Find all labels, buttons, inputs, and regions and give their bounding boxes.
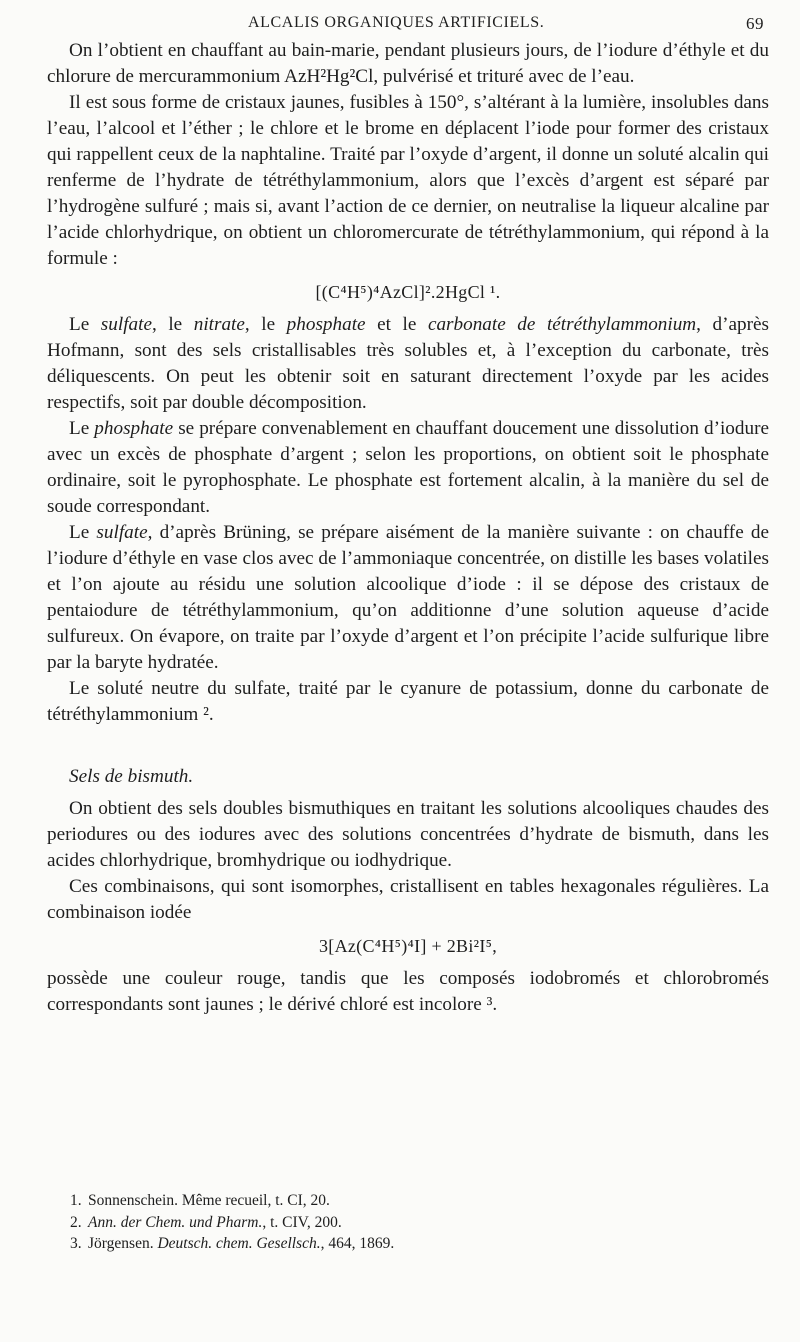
paragraph: possède une couleur rouge, tandis que les composés iodobromés et chlorobromés correspondants sont jaunes ; le dérivé chloré est incolore ³. [47,968,769,1015]
text-run: Le [69,314,101,335]
footnote-text: , 464, 1869. [320,1235,395,1252]
paragraph [47,520,769,676]
main-text [47,38,769,1018]
italic-term: phosphate [286,314,366,335]
running-head [0,10,800,36]
text-run: Le [69,522,97,543]
formula-chloromercurate: [(C⁴H⁵)⁴AzCl]².2HgCl ¹. [315,282,501,302]
formula-iodide-combination: 3[Az(C⁴H⁵)⁴I] + 2Bi²I⁵, [318,936,497,956]
italic-term: nitrate [193,314,245,335]
footnote-number: 2. [70,1213,82,1231]
text-run: se prépare convenablement en chauffant doucement une dissolution d’iodure avec un excès de phosphate d’argent ; selon les proportions, on obtient soit le phosphate ordinaire, soit le pyrophosphate. Le phosphate est fortement alcalin, à la manière du sel de soude correspondant. [47,418,769,517]
running-title: ALCALIS ORGANIQUES ARTIFICIELS. [248,14,545,31]
paragraph [47,416,769,520]
italic-term: sulfate [100,314,152,335]
section-title: Sels de bismuth. [69,766,194,787]
text-run: , le [244,314,287,335]
text-run: , d’après Brüning, se prépare aisément de la manière suivante : on chauffe de l’iodure d’éthyle en vase clos avec de l’ammoniaque concentrée, on distille les bases volatiles et l’on ajoute au résidu une solution alcoolique d’iode : il se dépose des cristaux de pentaiodure de tétréthylammonium, qu’on additionne d’une solution aqueuse d’acide sulfureux. On évapore, on traite par l’oxyde d’argent et l’on précipite l’acide sulfurique libre par la baryte hydratée. [47,522,769,673]
footnote-text: Sonnenschein. Même recueil, t. CI, 20. [88,1192,330,1209]
paragraph: On l’obtient en chauffant au bain-marie, pendant plusieurs jours, de l’iodure d’éthyle et du chlorure de mercurammonium AzH²Hg²Cl, pulvérisé et trituré avec de l’eau. [47,40,769,87]
footnote-number: 1. [70,1192,82,1209]
paragraph: Il est sous forme de cristaux jaunes, fusibles à 150°, s’altérant à la lumière, insolubles dans l’eau, l’alcool et l’éther ; le chlore et le brome en déplacent l’iode pour former des cristaux qui rappellent ceux de la naphtaline. Traité par l’oxyde d’argent, il donne un soluté alcalin qui renferme de l’hydrate de tétréthylammonium, alors que l’excès d’argent est séparé par l’hydrogène sulfuré ; mais si, avant l’action de ce dernier, on neutralise la liqueur alcaline par l’acide chlorhydrique, on obtient un chloromercurate de tétréthylammonium, qui répond à la formule : [47,92,769,269]
italic-term: carbonate de tétréthylammonium [427,314,697,335]
italic-term: sulfate [96,522,148,543]
paragraph [47,312,769,416]
footnote [70,1233,750,1255]
footnote-number: 3. [70,1235,82,1252]
footnote [70,1212,750,1234]
footnote-source: Deutsch. chem. Gesellsch. [157,1235,321,1252]
page-number: 69 [746,14,764,33]
footnote [70,1190,750,1212]
paragraph: Le soluté neutre du sulfate, traité par le cyanure de potassium, donne du carbonate de tétréthylammonium ². [47,678,769,725]
footnote-source: Ann. der Chem. und Pharm. [88,1213,263,1231]
text-run: Le [69,418,95,439]
italic-term: phosphate [94,418,174,439]
text-run: , le [151,314,194,335]
paragraph: Ces combinaisons, qui sont isomorphes, cristallisent en tables hexagonales régulières. La combinaison iodée [47,876,769,923]
text-run: et le [365,314,428,335]
footnotes [70,1190,750,1255]
footnote-text: Jörgensen. [88,1235,158,1252]
footnote-text: , t. CIV, 200. [262,1213,342,1231]
text-run: , d’après Hofmann, sont des sels cristallisables très solubles et, à l’exception du carbonate, très déliquescents. On peut les obtenir soit en saturant directement l’oxyde par les acides respectifs, soit par double décomposition. [47,314,769,413]
paragraph: On obtient des sels doubles bismuthiques en traitant les solutions alcooliques chaudes des periodures ou des iodures avec des solutions concentrées d’hydrate de bismuth, dans les acides chlorhydrique, bromhydrique ou iodhydrique. [47,798,769,871]
